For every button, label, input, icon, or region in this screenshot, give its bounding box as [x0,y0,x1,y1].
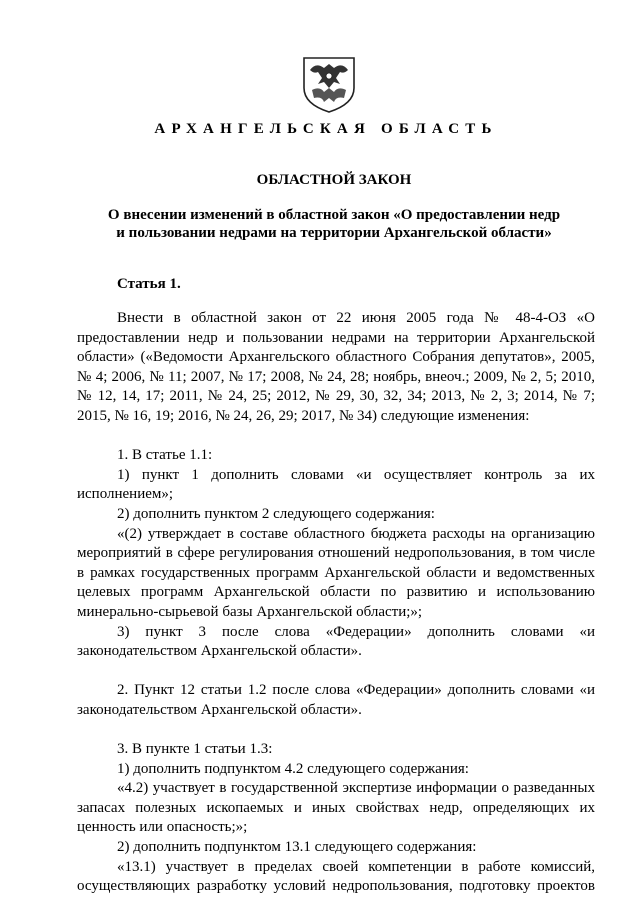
region-name: АРХАНГЕЛЬСКАЯ ОБЛАСТЬ [154,121,498,137]
coat-of-arms-icon [300,54,358,114]
article-body [77,309,595,897]
document-type: ОБЛАСТНОЙ ЗАКОН [256,172,412,188]
list-item: 2. Пункт 12 статьи 1.2 после слова «Федерации» дополнить словами «и законодательством Архангельской области». [77,682,595,718]
article-heading: Статья 1. [117,276,181,292]
article-intro: Внести в областной закон от 22 июня 2005 года № 48-4-ОЗ «О предоставлении недр и пользовании недрами на территории Архангельской области» («Ведомости Архангельского областного Собрания депутатов», 2005, № 4; 2006, № 11; 2007, № 17; 2008, № 24, 28; ноябрь, внеоч.; 2009, № 2, 5; 2010, № 12, 14, 17; 2011, № 24, 25; 2012, № 29, 30, 32, 34; 2013, № 2, 3; 2014, № 7; 2015, № 16, 19; 2016, № 24, 26, 29; 2017, № 34) следующие изменения: [77,310,595,424]
list-item: 1. В статье 1.1: [117,447,213,464]
list-item: 1) дополнить подпунктом 4.2 следующего содержания: [117,760,469,777]
list-item: 1) пункт 1 дополнить словами «и осуществляет контроль за их исполнением»; [77,466,595,503]
document-title [100,206,568,242]
list-item: 3. В пункте 1 статьи 1.3: [117,741,273,758]
document-title-line: О внесении изменений в областной закон «О предоставлении недр [107,207,561,223]
list-item: 2) дополнить пунктом 2 следующего содержания: [117,505,435,522]
list-item: 3) пункт 3 после слова «Федерации» дополнить словами «и законодательством Архангельской области». [77,623,595,660]
list-item: 2) дополнить подпунктом 13.1 следующего содержания: [117,839,477,856]
list-item: «13.1) участвует в пределах своей компетенции в работе комиссий, осуществляющих разработку условий недропользования, подготовку проектов [77,858,595,895]
list-item: «(2) утверждает в составе областного бюджета расходы на организацию мероприятий в сфере регулирования отношений недропользования, в том числе в рамках государственных программ Архангельской области и ведомственных целевых программ Архангельской области по развитию и использованию минерально-сырьевой базы Архангельской области;»; [77,525,595,620]
document-title-line: и пользовании недрами на территории Архангельской области» [116,225,552,241]
list-item: «4.2) участвует в государственной экспертизе информации о разведанных запасах полезных ископаемых и иных свойствах недр, определяющих их ценность или опасность;»; [77,780,595,836]
